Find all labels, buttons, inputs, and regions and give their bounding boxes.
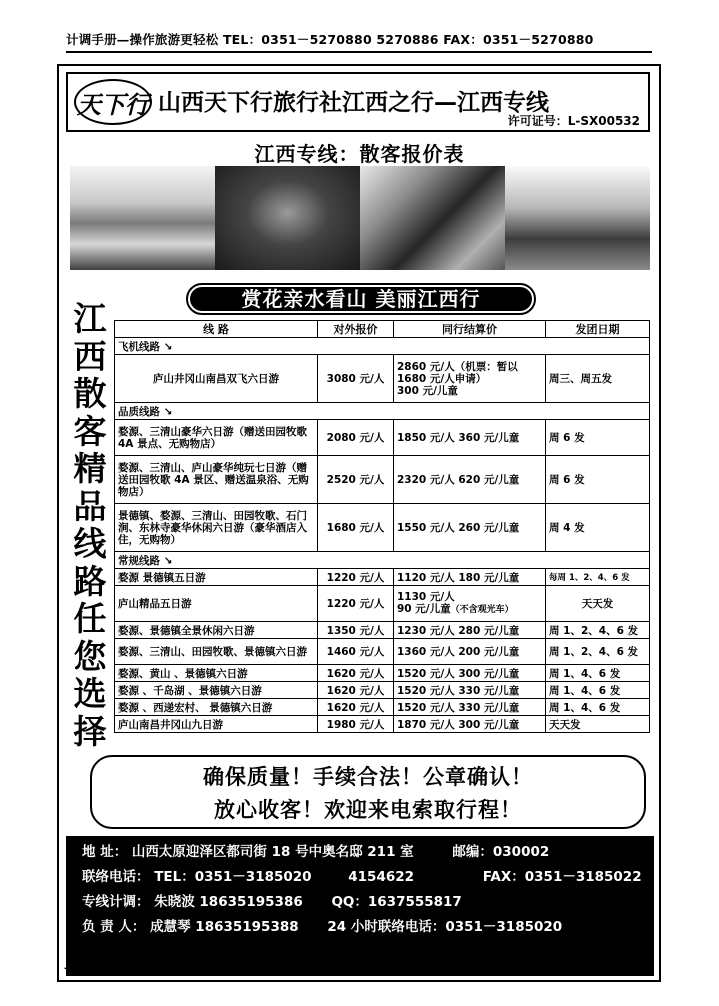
- agency-logo: 天下行: [74, 79, 152, 125]
- table-row: [115, 420, 650, 456]
- cell-date: 每周 1、2、4、6 发: [546, 569, 650, 586]
- cell-date: 周 1、2、4、6 发: [546, 622, 650, 639]
- cell-price: 1680 元/人: [318, 504, 394, 552]
- cell-price: 1220 元/人: [318, 586, 394, 622]
- vertical-caption: [68, 300, 112, 750]
- page-number: - 54 -: [64, 963, 94, 974]
- table-row: [115, 699, 650, 716]
- cell-date: 周 1、2、4、6 发: [546, 639, 650, 665]
- address-label: 地 址：: [82, 844, 128, 860]
- col-header-price: 对外报价: [318, 321, 394, 338]
- vertical-char: 选: [73, 674, 107, 713]
- cell-route: 庐山南昌井冈山九日游: [115, 716, 318, 733]
- vertical-char: 客: [73, 411, 107, 451]
- running-header: 计调手册—操作旅游更轻松 TEL：0351－5270880 5270886 FAX：0351－5270880: [66, 32, 594, 47]
- vertical-char: 散: [73, 374, 107, 413]
- cell-price: 2520 元/人: [318, 456, 394, 504]
- cell-route: 婺源 、西递宏村、 景德镇六日游: [115, 699, 318, 716]
- qq-value: QQ：1637555817: [331, 894, 462, 910]
- cell-date: 周 1、4、6 发: [546, 665, 650, 682]
- contact-line-address: [82, 840, 549, 860]
- contact-line-manager: [82, 915, 562, 935]
- assurance-line-1: 确保质量！手续合法！公章确认！: [203, 765, 533, 789]
- manager-value: 成慧琴 18635195388: [150, 919, 299, 935]
- cell-date: 天天发: [546, 586, 650, 622]
- price-table: [114, 320, 650, 733]
- settle-line: 1680 元/人申请）: [397, 372, 487, 385]
- hotline-value: 24 小时联络电话：0351－3185020: [327, 919, 563, 935]
- cell-price: 1620 元/人: [318, 682, 394, 699]
- photo-strip: [70, 166, 650, 270]
- cell-date: 天天发: [546, 716, 650, 733]
- cell-route: 庐山精品五日游: [115, 586, 318, 622]
- agency-title: 山西天下行旅行社江西之行—江西专线: [158, 90, 549, 116]
- col-header-settle: 同行结算价: [394, 321, 546, 338]
- section-label: 品质线路 ↘: [115, 403, 650, 420]
- contact-line-operator: [82, 890, 462, 910]
- phone-label: 联络电话：: [82, 869, 150, 885]
- cell-settle: 1850 元/人 360 元/儿童: [394, 420, 546, 456]
- photo-ancient-village: [360, 166, 505, 270]
- table-row: [115, 622, 650, 639]
- settle-line: 90 元/儿童: [397, 603, 451, 615]
- cell-date: 周 6 发: [546, 456, 650, 504]
- cell-route: 婺源、三清山、田园牧歌、景德镇六日游: [115, 639, 318, 665]
- table-header-row: [115, 321, 650, 338]
- cell-route: 婺源、三清山豪华六日游（赠送田园牧歌 4A 景点、无购物店）: [115, 420, 318, 456]
- manager-label: 负 责 人：: [82, 919, 146, 935]
- cell-price: 1220 元/人: [318, 569, 394, 586]
- operator-label: 专线计调：: [82, 894, 150, 910]
- fax-value: FAX：0351－3185022: [482, 869, 642, 885]
- cell-settle: 2320 元/人 620 元/儿童: [394, 456, 546, 504]
- cell-price: 1620 元/人: [318, 699, 394, 716]
- contact-block: [66, 836, 654, 976]
- table-row: [115, 665, 650, 682]
- vertical-char: 江: [73, 299, 107, 338]
- contact-line-phone: [82, 865, 642, 885]
- photo-rock-statue: [215, 166, 360, 270]
- table-row: [115, 716, 650, 733]
- settle-line: 1130 元/人: [397, 591, 455, 603]
- cell-route: 婺源 、千岛湖 、景德镇六日游: [115, 682, 318, 699]
- cell-settle: 1520 元/人 300 元/儿童: [394, 665, 546, 682]
- table-row: [115, 355, 650, 403]
- cell-settle: 1120 元/人 180 元/儿童: [394, 569, 546, 586]
- address-value: 山西太原迎泽区都司街 18 号中奥名邸 211 室: [131, 844, 414, 860]
- col-header-route: 线 路: [115, 321, 318, 338]
- cell-price: 1460 元/人: [318, 639, 394, 665]
- cell-price: 3080 元/人: [318, 355, 394, 403]
- cell-settle: 1520 元/人 330 元/儿童: [394, 682, 546, 699]
- photo-mountain-clouds: [70, 166, 215, 270]
- cell-settle: 1870 元/人 300 元/儿童: [394, 716, 546, 733]
- table-row: [115, 639, 650, 665]
- settle-note: （不含观光车）: [450, 605, 514, 615]
- cell-route: 婺源、黄山 、景德镇六日游: [115, 665, 318, 682]
- settle-line: 300 元/儿童: [397, 384, 458, 397]
- settle-line: 2860 元/人（机票：暂以: [397, 360, 518, 373]
- table-row: [115, 504, 650, 552]
- vertical-char: 西: [73, 336, 107, 376]
- section-row: [115, 338, 650, 355]
- license-number: 许可证号：L-SX00532: [507, 114, 640, 128]
- vertical-char: 路: [73, 561, 107, 601]
- vertical-char: 品: [73, 486, 107, 526]
- cell-route: 庐山井冈山南昌双飞六日游: [115, 355, 318, 403]
- assurance-bubble: [90, 755, 646, 829]
- assurance-line-2: 放心收客！欢迎来电索取行程！: [214, 798, 522, 822]
- slogan-text: 赏花亲水看山 美丽江西行: [190, 287, 532, 311]
- section-label: 飞机线路 ↘: [115, 338, 650, 355]
- vertical-char: 线: [73, 524, 107, 563]
- slogan-banner: [186, 283, 536, 315]
- table-row: [115, 456, 650, 504]
- cell-date: 周 1、4、6 发: [546, 699, 650, 716]
- cell-date: 周 4 发: [546, 504, 650, 552]
- cell-settle: 1520 元/人 330 元/儿童: [394, 699, 546, 716]
- section-label: 常规线路 ↘: [115, 552, 650, 569]
- cell-price: 2080 元/人: [318, 420, 394, 456]
- cell-route: 景德镇、婺源、三清山、田园牧歌、石门涧、东林寺豪华休闲六日游（豪华酒店入住，无购物）: [115, 504, 318, 552]
- table-row: [115, 569, 650, 586]
- table-row: [115, 682, 650, 699]
- header-rule: [66, 51, 652, 53]
- col-header-date: 发团日期: [546, 321, 650, 338]
- tel-value: TEL：0351－3185020: [154, 869, 312, 885]
- cell-settle: [394, 586, 546, 622]
- vertical-char: 择: [73, 711, 107, 751]
- section-row: [115, 552, 650, 569]
- quote-title: 江西专线：散客报价表: [254, 142, 465, 166]
- vertical-char: 任: [73, 599, 107, 638]
- cell-price: 1350 元/人: [318, 622, 394, 639]
- zip-code: 邮编：030002: [452, 844, 550, 860]
- cell-route: 婺源、景德镇全景休闲六日游: [115, 622, 318, 639]
- vertical-char: 精: [73, 449, 107, 488]
- cell-date: 周三、周五发: [546, 355, 650, 403]
- cell-settle: 1360 元/人 200 元/儿童: [394, 639, 546, 665]
- cell-route: 婺源 景德镇五日游: [115, 569, 318, 586]
- cell-settle: [394, 355, 546, 403]
- title-box: [66, 72, 650, 132]
- cell-settle: 1550 元/人 260 元/儿童: [394, 504, 546, 552]
- cell-price: 1980 元/人: [318, 716, 394, 733]
- section-row: [115, 403, 650, 420]
- photo-terraced-fields: [505, 166, 650, 270]
- cell-price: 1620 元/人: [318, 665, 394, 682]
- cell-route: 婺源、三清山、庐山豪华纯玩七日游（赠送田园牧歌 4A 景区、赠送温泉浴、无购物店）: [115, 456, 318, 504]
- cell-date: 周 1、4、6 发: [546, 682, 650, 699]
- cell-date: 周 6 发: [546, 420, 650, 456]
- operator-value: 朱晓波 18635195386: [154, 894, 303, 910]
- vertical-char: 您: [73, 636, 107, 676]
- cell-settle: 1230 元/人 280 元/儿童: [394, 622, 546, 639]
- tel2-value: 4154622: [348, 869, 415, 885]
- table-row: [115, 586, 650, 622]
